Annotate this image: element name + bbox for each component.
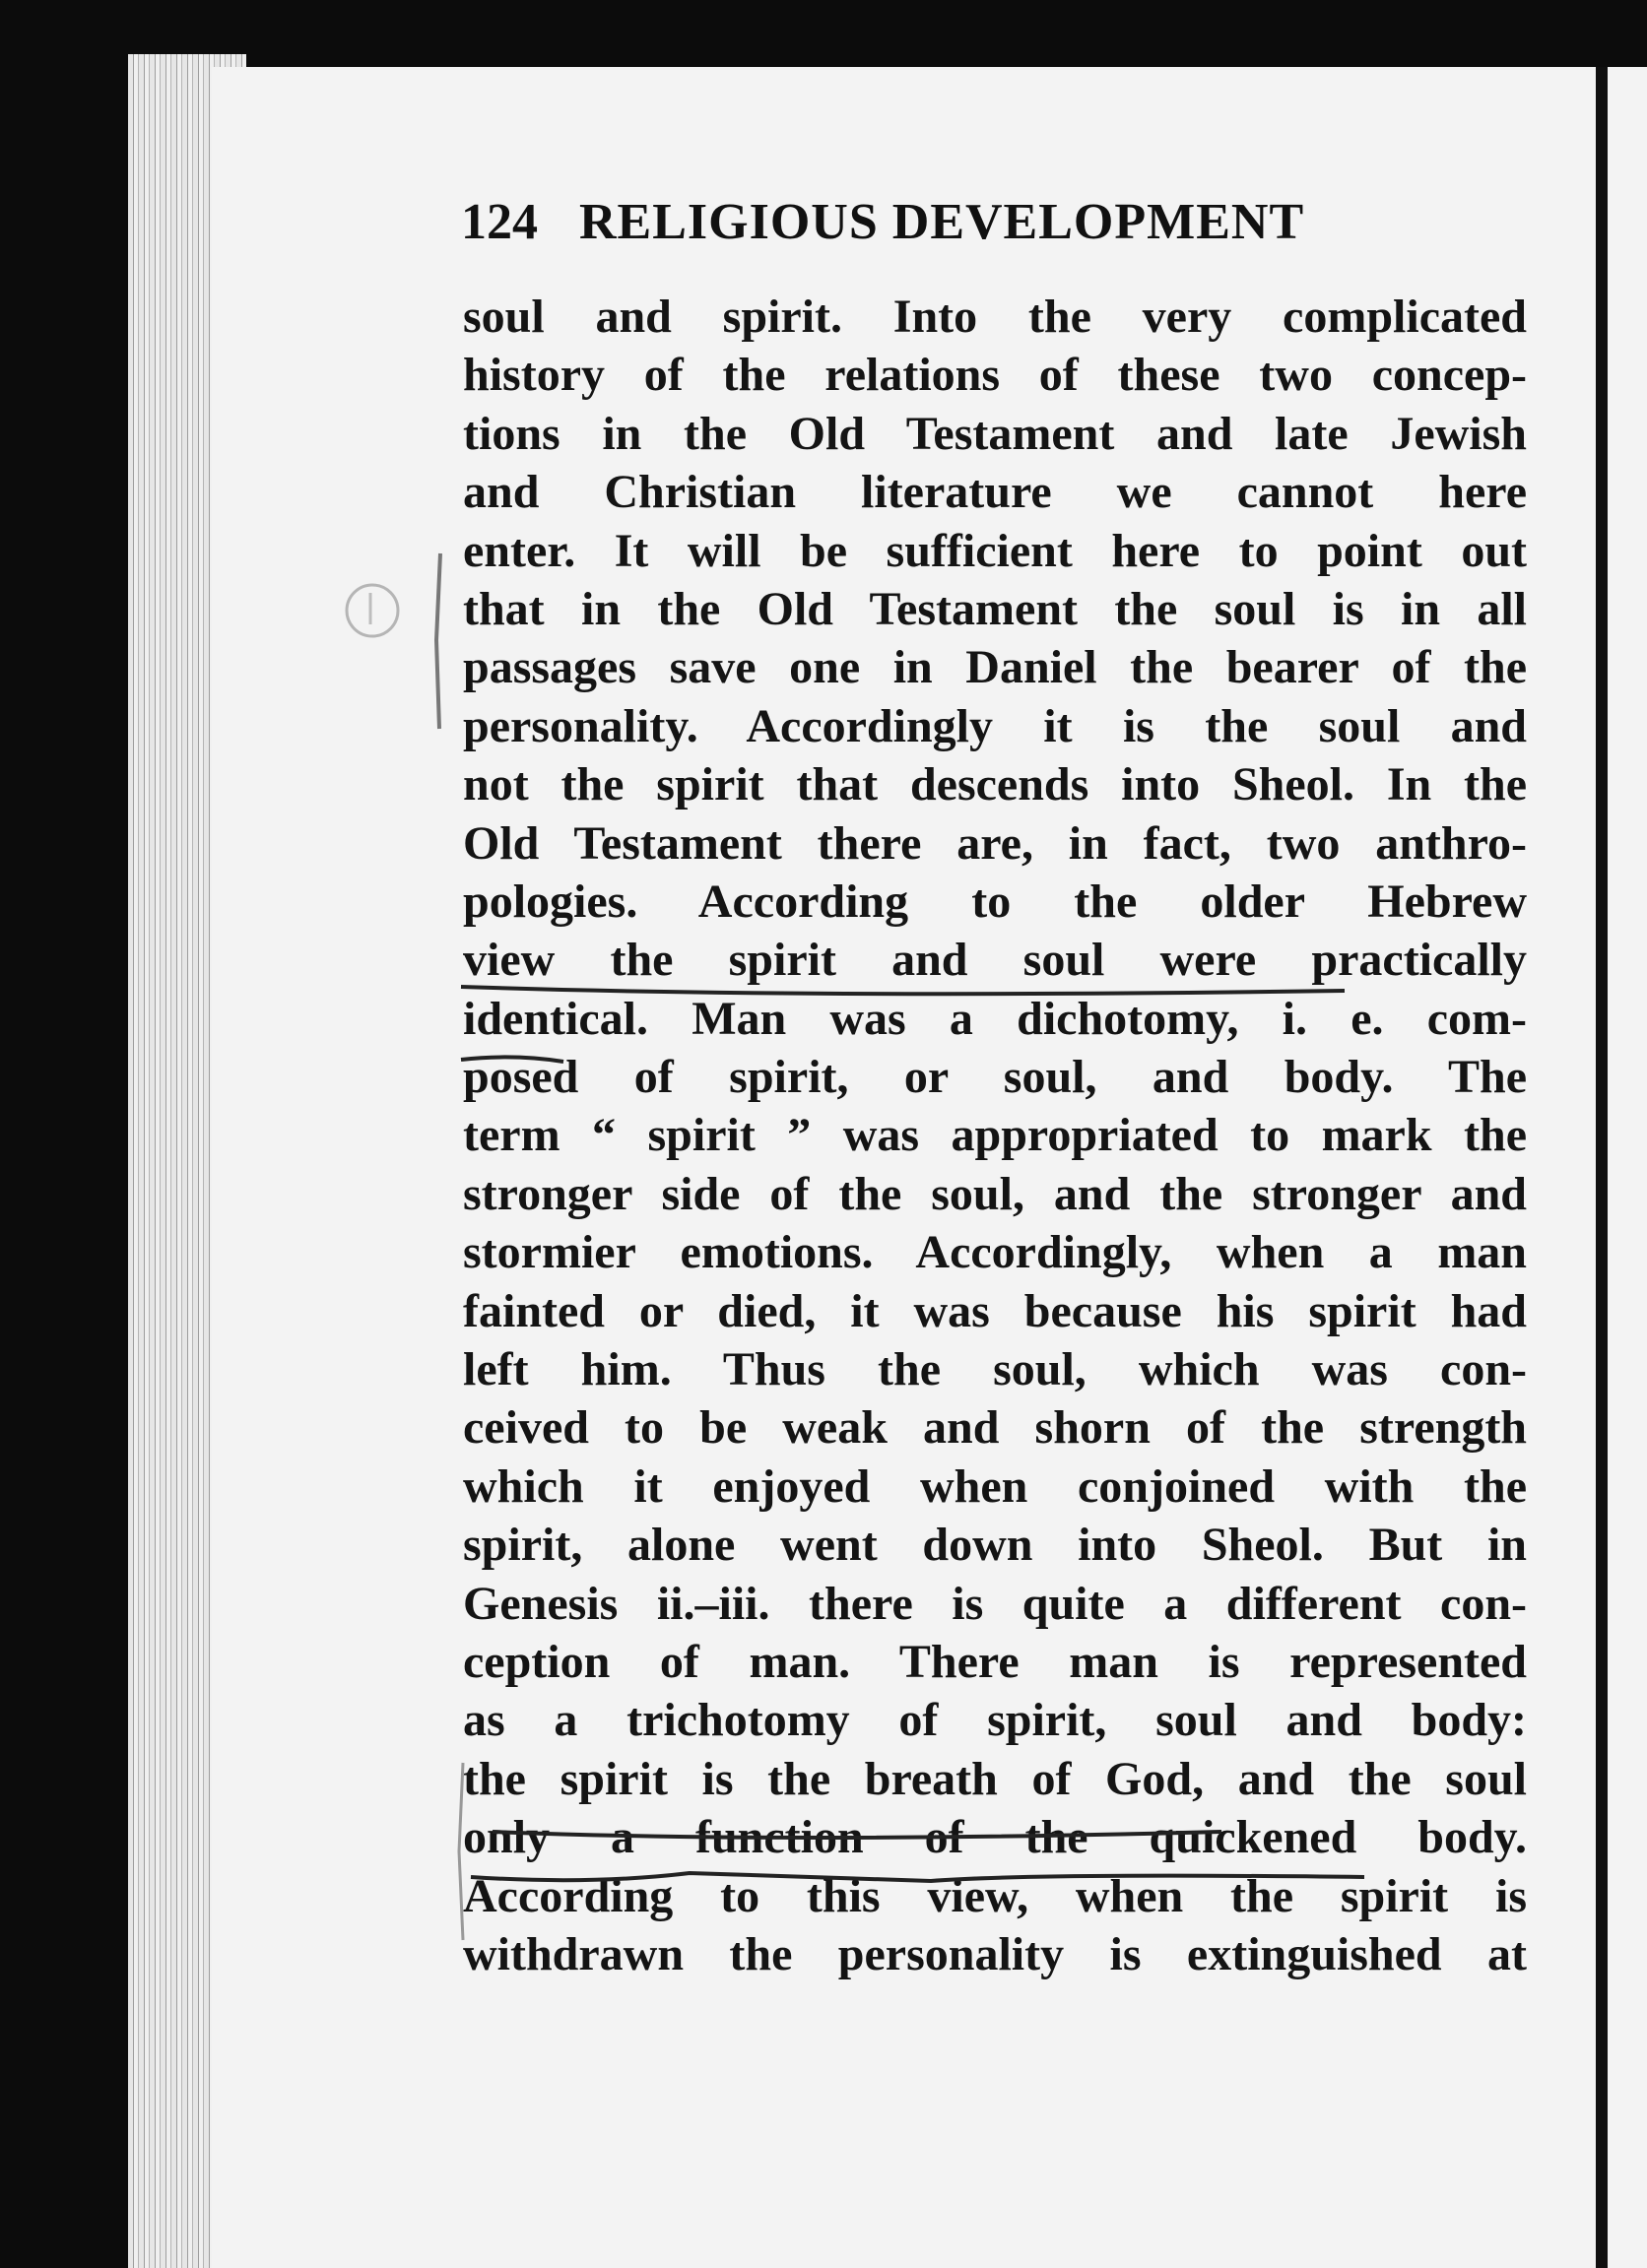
text-line: ception of man. There man is represented [463, 1635, 1527, 1688]
text-line: soul and spirit. Into the very complicated [463, 291, 1527, 343]
text-line: stronger side of the soul, and the stronger and [463, 1167, 1527, 1220]
body-text [463, 288, 1527, 1983]
running-head-title: RELIGIOUS DEVELOPMENT [579, 194, 1305, 250]
text-line: enter. It will be sufficient here to point out [463, 524, 1527, 577]
page-number: 124 [461, 194, 538, 250]
text-line: that in the Old Testament the soul is in all [463, 582, 1527, 635]
running-header [461, 193, 1377, 262]
text-line: passages save one in Daniel the bearer of the [463, 641, 1527, 694]
text-line: which it enjoyed when conjoined with the [463, 1459, 1527, 1513]
text-line: spirit, alone went down into Sheol. But in [463, 1519, 1527, 1572]
text-line: ceived to be weak and shorn of the strength [463, 1401, 1527, 1455]
text-line: pologies. According to the older Hebrew [463, 875, 1527, 928]
text-line: not the spirit that descends into Sheol. In the [463, 758, 1527, 811]
right-shadow-bar [1596, 67, 1608, 2268]
text-line: Genesis ii.–iii. there is quite a different con- [463, 1577, 1527, 1630]
text-line: stormier emotions. Accordingly, when a man [463, 1226, 1527, 1279]
text-line: Old Testament there are, in fact, two anthro- [463, 816, 1527, 870]
text-line: term “ spirit ” was appropriated to mark the [463, 1109, 1527, 1162]
text-line: identical. Man was a dichotomy, i. e. com- [463, 992, 1527, 1045]
text-line: only a function of the quickened body. [463, 1811, 1527, 1864]
text-line: the spirit is the breath of God, and the soul [463, 1752, 1527, 1805]
text-line: withdrawn the personality is extinguished at [463, 1927, 1527, 1980]
right-page-edge [1608, 67, 1647, 2268]
text-line: as a trichotomy of spirit, soul and body: [463, 1694, 1527, 1747]
text-line: personality. Accordingly it is the soul and [463, 699, 1527, 752]
text-line: history of the relations of these two concep- [463, 349, 1527, 402]
text-line: According to this view, when the spirit is [463, 1869, 1527, 1922]
text-line: and Christian literature we cannot here [463, 466, 1527, 519]
text-line: tions in the Old Testament and late Jewish [463, 407, 1527, 460]
text-line: fainted or died, it was because his spirit had [463, 1284, 1527, 1337]
text-line: view the spirit and soul were practically [463, 934, 1527, 987]
text-line: left him. Thus the soul, which was con- [463, 1343, 1527, 1396]
text-line: posed of spirit, or soul, and body. The [463, 1051, 1527, 1104]
